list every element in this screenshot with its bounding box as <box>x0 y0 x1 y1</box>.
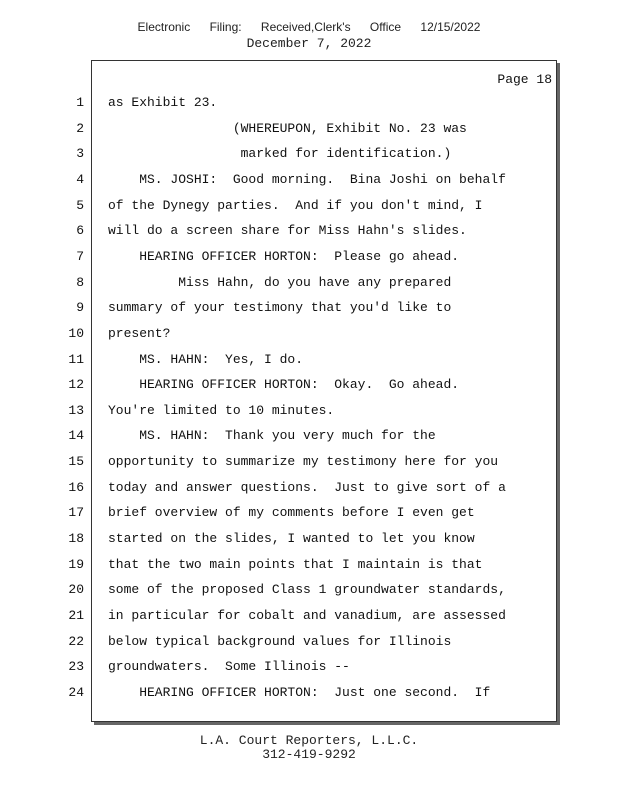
transcript-line: some of the proposed Class 1 groundwater standards, <box>108 582 506 598</box>
transcript-line: HEARING OFFICER HORTON: Just one second. If <box>108 684 491 700</box>
line-number: 14 <box>68 428 84 444</box>
line-number: 7 <box>76 248 84 264</box>
transcript-line: started on the slides, I wanted to let you know <box>108 531 475 546</box>
line-number: 10 <box>68 325 84 341</box>
transcript-line: MS. HAHN: Thank you very much for the <box>108 428 436 444</box>
page-number: Page 18 <box>497 72 552 87</box>
line-number: 21 <box>68 608 84 623</box>
electronic-filing-stamp <box>0 20 618 34</box>
filing-date: 12/15/2022 <box>420 20 481 34</box>
line-number: 12 <box>68 377 84 393</box>
transcript-line: brief overview of my comments before I even get <box>108 505 475 521</box>
transcript-line: MS. HAHN: Yes, I do. <box>108 351 304 367</box>
transcript-line: in particular for cobalt and vanadium, are assessed <box>108 608 506 623</box>
line-number: 5 <box>76 197 84 213</box>
line-number: 18 <box>68 531 84 546</box>
reporter-company: L.A. Court Reporters, L.L.C. <box>199 733 419 748</box>
hearing-date: December 7, 2022 <box>246 36 372 51</box>
transcript-line: today and answer questions. Just to give sort of a <box>108 479 506 495</box>
line-number: 16 <box>68 479 84 495</box>
line-number: 8 <box>76 274 84 290</box>
line-number: 23 <box>68 659 84 675</box>
line-number: 13 <box>68 402 84 418</box>
line-number: 2 <box>76 120 84 136</box>
line-number: 20 <box>68 582 84 598</box>
filing-word-filing: Filing: <box>209 20 242 34</box>
transcript-line: MS. JOSHI: Good morning. Bina Joshi on behalf <box>108 171 506 187</box>
transcript-line: summary of your testimony that you'd like to <box>108 300 452 316</box>
transcript-line: will do a screen share for Miss Hahn's slides. <box>108 223 467 239</box>
transcript-line: that the two main points that I maintain is that <box>108 556 483 572</box>
transcript-line: You're limited to 10 minutes. <box>108 402 335 418</box>
line-number: 22 <box>68 633 84 649</box>
transcript-line: present? <box>108 325 171 341</box>
line-number: 4 <box>76 171 84 187</box>
transcript-line: opportunity to summarize my testimony here for you <box>108 454 499 470</box>
filing-word-received: Received,Clerk's <box>260 20 351 34</box>
transcript-line: of the Dynegy parties. And if you don't mind, I <box>108 197 483 213</box>
line-number: 19 <box>68 556 84 572</box>
line-number: 11 <box>68 351 84 367</box>
line-number: 9 <box>76 300 84 316</box>
line-number: 3 <box>76 146 84 162</box>
filing-word-office: Office <box>369 20 402 34</box>
line-number: 24 <box>68 684 84 700</box>
transcript-line: groundwaters. Some Illinois -- <box>108 659 350 675</box>
line-number: 17 <box>68 505 84 521</box>
transcript-line: (WHEREUPON, Exhibit No. 23 was <box>108 120 467 136</box>
transcript-line: Miss Hahn, do you have any prepared <box>108 274 452 290</box>
reporter-phone: 312-419-9292 <box>262 747 356 762</box>
line-number: 15 <box>68 454 84 470</box>
transcript-line: marked for identification.) <box>108 146 452 162</box>
line-number: 1 <box>76 95 84 110</box>
transcript-line: HEARING OFFICER HORTON: Please go ahead. <box>108 248 460 264</box>
transcript-line: below typical background values for Illinois <box>108 633 452 649</box>
filing-word-electronic: Electronic <box>137 20 191 34</box>
transcript-line: as Exhibit 23. <box>108 95 218 110</box>
transcript-line: HEARING OFFICER HORTON: Okay. Go ahead. <box>108 377 460 393</box>
line-number: 6 <box>76 223 84 239</box>
